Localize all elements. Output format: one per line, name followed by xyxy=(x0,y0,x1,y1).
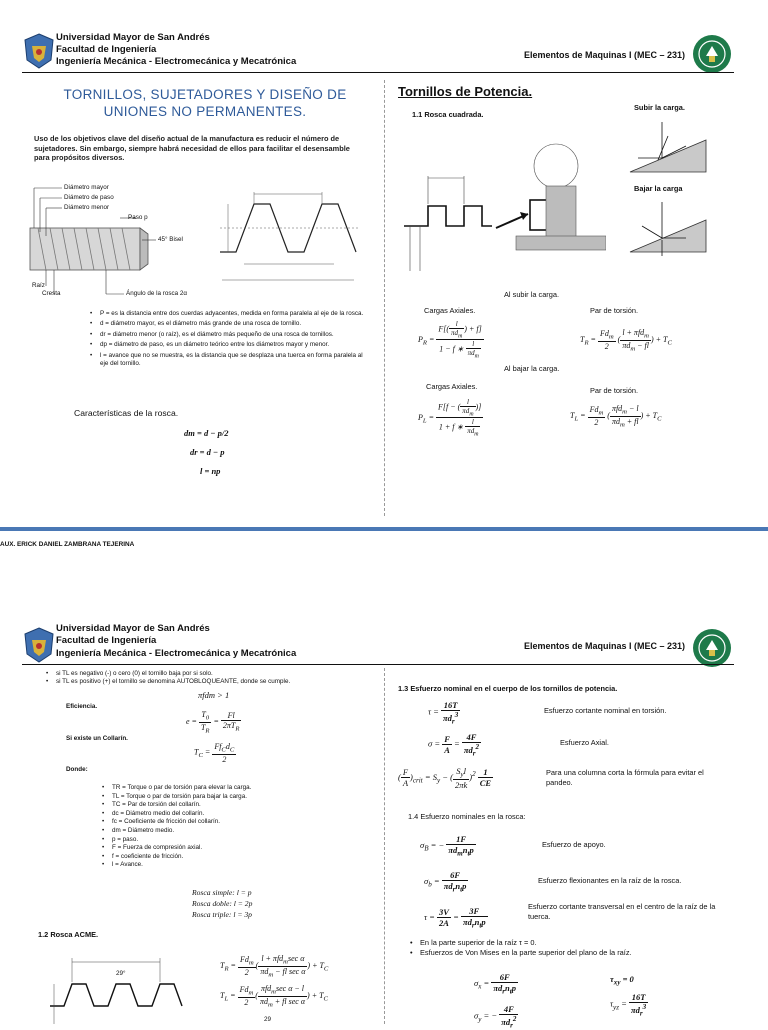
column-divider xyxy=(384,80,385,516)
label-minor-diameter: Diámetro menor xyxy=(64,204,110,211)
raise-load-incline-figure xyxy=(628,116,708,183)
torsion-stress-desc: Esfuerzo cortante nominal en torsión. xyxy=(544,706,667,715)
label-chamfer: 45° Bisel xyxy=(158,236,183,243)
section-1-4-heading: 1.4 Esfuerzo nominales en la rosca: xyxy=(408,812,526,821)
collar-label: Si existe un Collarín. xyxy=(66,735,128,742)
header-rule-top xyxy=(22,72,734,73)
thread-profile-figure xyxy=(214,182,364,297)
axial-stress-desc: Esfuerzo Axial. xyxy=(560,738,609,747)
torque-label-2: Par de torsión. xyxy=(590,386,639,395)
when-lowering-label: Al bajar la carga. xyxy=(504,364,560,373)
page-title xyxy=(50,86,360,120)
sigma-y-equation: $\sigma_y$ = − $\frac{4F}{\pi d_r^2}$ xyxy=(474,1004,517,1030)
header-faculty: Facultad de Ingeniería xyxy=(56,44,157,55)
page-title-line1: TORNILLOS, SUJETADORES Y DISEÑO DE xyxy=(63,87,347,102)
root-note-item: • Esfuerzos de Von Mises en la parte superior del plano de la raíz. xyxy=(420,948,728,958)
where-label: Donde: xyxy=(66,766,88,773)
header-course: Elementos de Maquinas I (MEC – 231) xyxy=(524,50,686,60)
note-item: • si TL es negativo (-) o cero (0) el tornillo baja por si solo. xyxy=(56,670,374,678)
tau-xy-equation: $\tau_{xy} = 0$ xyxy=(610,974,634,987)
header-department: Ingeniería Mecánica - Electromecánica y Mecatrónica xyxy=(56,56,297,67)
acme-lower-torque-equation: $T_L$ = $\frac{Fd_m}{2}$ ( $\frac{\pi fd_m\sec \alpha - l}{\pi d_m + fl \sec \alpha}$ ) + $T_C$ xyxy=(220,984,328,1009)
university-logo-top xyxy=(22,32,56,75)
self-locking-notes xyxy=(44,670,374,687)
header-department-2: Ingeniería Mecánica - Electromecánica y Mecatrónica xyxy=(56,648,297,659)
label-major-diameter: Diámetro mayor xyxy=(64,184,109,191)
equation-dm: dm = d − p/2 xyxy=(184,428,229,438)
definition-item: • dp = diámetro de paso, es un diámetro teórico entre los diámetros mayor y menor. xyxy=(100,341,364,349)
symbol-definitions xyxy=(100,784,370,870)
header-faculty-2: Facultad de Ingeniería xyxy=(56,635,157,646)
bearing-stress-equation: $\sigma_B$ = − $\frac{1F}{\pi d_mn_tp}$ xyxy=(420,834,474,858)
raise-load-force-equation: $P_R$ = F[( $\frac{l}{\pi d_m}$ ) + f] 1 − f ∗ $\frac{l}{\pi d_m}$ xyxy=(418,320,482,360)
square-thread-heading: 1.1 Rosca cuadrada. xyxy=(412,110,484,119)
raise-load-torque-equation: $T_R$ = $\frac{Fd_m}{2}$ ( $\frac{l + \pi fd_m}{\pi d_m - fl}$ ) + $T_C$ xyxy=(580,328,672,353)
thread-simple: Rosca simple: l = p xyxy=(192,888,252,897)
efficiency-label: Eficiencia. xyxy=(66,703,98,710)
intro-paragraph: Uso de los objetivos clave del diseño actual de la manufactura es reducir el número de sujetadores. Sin embargo, siempre habrá necesidad de ellos para facilitar el desensamble para propósitos diversos. xyxy=(34,134,350,163)
acme-heading: 1.2 Rosca ACME. xyxy=(38,930,99,939)
thread-double: Rosca doble: l = 2p xyxy=(192,899,253,908)
symbol-item: • TR = Torque o par de torsión para elevar la carga. xyxy=(112,784,370,793)
torque-label-1: Par de torsión. xyxy=(590,306,639,315)
square-thread-figure xyxy=(396,126,606,281)
faculty-logo-bottom xyxy=(692,628,732,673)
transverse-shear-equation: τ = $\frac{3V}{2A}$ = $\frac{3F}{\pi d_rn_tp}$ xyxy=(424,906,486,930)
symbol-item: • TL = Torque o par de torsión para bajar la carga. xyxy=(112,793,370,802)
self-locking-condition: πfdm > 1 xyxy=(198,690,230,700)
efficiency-equation: e = $\frac{T_0}{T_R}$ = $\frac{Fl}{2\pi T_R}$ xyxy=(186,710,240,735)
page-separator-band xyxy=(0,527,768,531)
symbol-item: • p = paso. xyxy=(112,836,370,845)
torsion-stress-equation: τ = $\frac{16T}{\pi d_r^3}$ xyxy=(428,700,459,726)
footer-author: AUX. ERICK DANIEL ZAMBRANA TEJERINA xyxy=(0,541,135,548)
lower-load-force-equation: $P_L$ = F[f − ( $\frac{l}{\pi d_m}$ )] 1 + f ∗ $\frac{l}{\pi d_m}$ xyxy=(418,398,482,438)
transverse-shear-desc: Esfuerzo cortante transversal en el centro de la raíz de la tuerca. xyxy=(528,902,716,921)
label-thread-angle: Ángulo de la rosca 2α xyxy=(126,290,188,297)
symbol-item: • F = Fuerza de compresión axial. xyxy=(112,844,370,853)
bending-stress-desc: Esfuerzo flexionantes en la raíz de la rosca. xyxy=(538,876,682,885)
column-divider-2 xyxy=(384,668,385,1024)
university-logo-bottom xyxy=(22,626,56,669)
root-notes xyxy=(408,938,728,957)
definitions-list xyxy=(88,310,364,368)
bending-stress-equation: $\sigma_b$ = $\frac{6F}{\pi d_rn_tp}$ xyxy=(424,870,467,894)
thread-figure xyxy=(24,178,214,302)
symbol-item: • fc = Coeficiente de fricción del collarín. xyxy=(112,818,370,827)
label-crest: Cresta xyxy=(42,290,61,297)
sigma-x-equation: $\sigma_x$ = $\frac{6F}{\pi d_rn_tp}$ xyxy=(474,972,516,996)
section-1-3-heading: 1.3 Esfuerzo nominal en el cuerpo de los tornillos de potencia. xyxy=(398,684,618,693)
equation-dr: dr = d − p xyxy=(190,447,225,457)
column-buckling-desc: Para una columna corta la fórmula para evitar el pandeo. xyxy=(546,768,704,787)
thread-triple: Rosca triple: l = 3p xyxy=(192,910,252,919)
symbol-item: • l = Avance. xyxy=(112,861,370,870)
header-university: Universidad Mayor de San Andrés xyxy=(56,32,210,43)
label-pitch-diameter: Diámetro de paso xyxy=(64,194,114,201)
when-raising-label: Al subir la carga. xyxy=(504,290,560,299)
page-number: 29 xyxy=(264,1016,272,1023)
equation-lead: l = np xyxy=(200,466,221,476)
raise-load-heading: Subir la carga. xyxy=(634,103,685,112)
root-note-item: • En la parte superior de la raíz τ = 0. xyxy=(420,938,728,948)
collar-torque-equation: $T_C$ = $\frac{Ff_Cd_C}{2}$ xyxy=(194,742,235,764)
acme-thread-figure xyxy=(42,946,192,1029)
axial-stress-equation: σ = $\frac{F}{A}$ = $\frac{4F}{\pi d_r^2}$ xyxy=(428,732,480,758)
power-screws-title: Tornillos de Potencia. xyxy=(398,84,533,99)
label-root: Raíz xyxy=(32,282,45,289)
definition-item: • P = es la distancia entre dos cuerdas adyacentes, medida en forma paralela al eje de la rosca. xyxy=(100,310,364,318)
header-university-2: Universidad Mayor de San Andrés xyxy=(56,623,210,634)
definition-item: • dr = diámetro menor (o raíz), es el diámetro más pequeño de una rosca de tornillos. xyxy=(100,331,364,339)
header-rule-bottom xyxy=(22,664,734,665)
lower-load-incline-figure xyxy=(628,196,708,263)
tau-yz-equation: $\tau_{yz}$ = $\frac{16T}{\pi d_r^3}$ xyxy=(610,992,647,1018)
symbol-item: • dm = Diámetro medio. xyxy=(112,827,370,836)
page-title-line2: UNIONES NO PERMANENTES. xyxy=(103,104,307,119)
lower-load-heading: Bajar la carga xyxy=(634,184,683,193)
symbol-item: • dc = Diámetro medio del collarín. xyxy=(112,810,370,819)
acme-angle-label: 29° xyxy=(116,970,126,977)
bearing-stress-desc: Esfuerzo de apoyo. xyxy=(542,840,606,849)
symbol-item: • TC = Par de torsión del collarín. xyxy=(112,801,370,810)
lower-load-torque-equation: $T_L$ = $\frac{Fd_m}{2}$ ( $\frac{\pi fd_m - l}{\pi d_m + fl}$ ) + $T_C$ xyxy=(570,404,662,429)
acme-raise-torque-equation: $T_R$ = $\frac{Fd_m}{2}$ ( $\frac{l + \pi fd_m\sec \alpha}{\pi d_m - fl \sec \alpha}$ ) + $T_C$ xyxy=(220,954,329,979)
column-buckling-equation: ( $\frac{F}{A}$ )$_{crit} = S_y$ − ( $\frac{S_yl}{2\pi k}$ )$^2$ $\frac{1}{CE}$ xyxy=(398,766,492,790)
characteristics-title: Características de la rosca. xyxy=(74,408,179,418)
axial-loads-label-2: Cargas Axiales. xyxy=(426,382,478,391)
definition-item: • l = avance que no se muestra, es la distancia que se desplaza una tuerca en forma paralela al eje del tornillo. xyxy=(100,352,364,369)
definition-item: • d = diámetro mayor, es el diámetro más grande de una rosca de tornillo. xyxy=(100,320,364,328)
header-course-2: Elementos de Maquinas I (MEC – 231) xyxy=(524,641,686,651)
symbol-item: • f = coeficiente de fricción. xyxy=(112,853,370,862)
note-item: • si TL es positivo (+) el tornillo se denomina AUTOBLOQUEANTE, donde se cumple. xyxy=(56,678,374,686)
label-pitch: Paso p xyxy=(128,214,148,221)
axial-loads-label-1: Cargas Axiales. xyxy=(424,306,476,315)
